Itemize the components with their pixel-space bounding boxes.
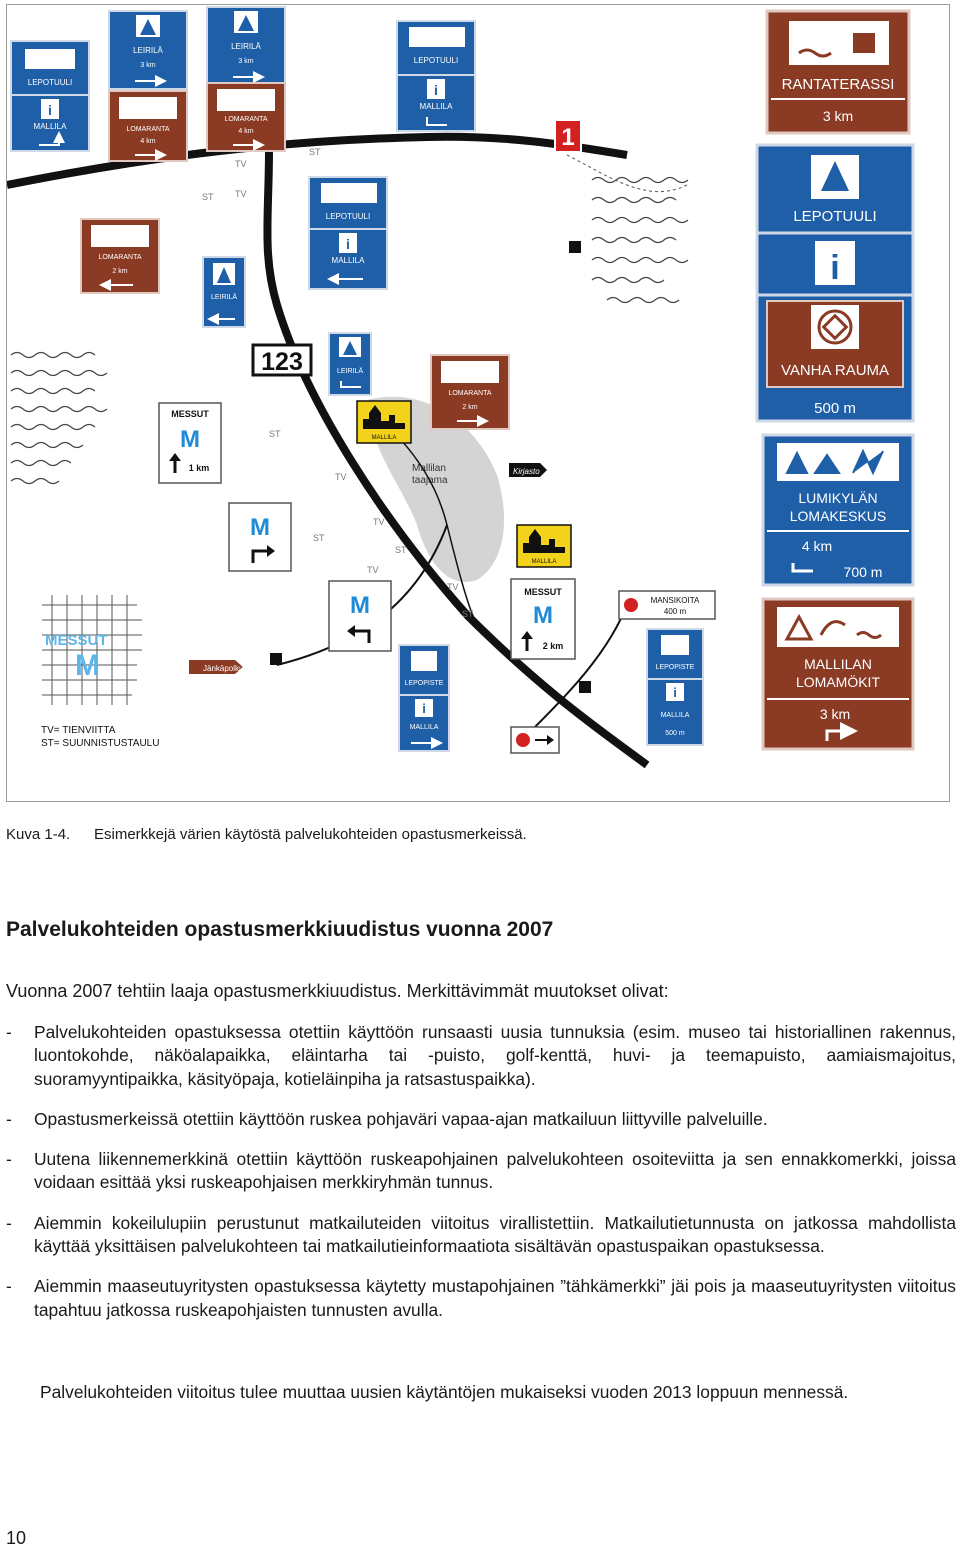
sign-strawberry-arrow [511, 727, 559, 753]
page-number: 10 [6, 1528, 27, 1548]
svg-text:700 m: 700 m [843, 564, 883, 580]
svg-text:LOMARANTA: LOMARANTA [98, 254, 142, 261]
list-item-text: Opastusmerkeissä otettiin käyttöön ruskea pohjaväri vapaa-ajan matkailuun liittyville palveluille. [34, 1108, 768, 1129]
svg-text:3 km: 3 km [140, 62, 156, 69]
caption-label: Kuva 1-4. [6, 826, 71, 843]
svg-text:400 m: 400 m [663, 607, 687, 616]
svg-text:MALLILA: MALLILA [371, 435, 397, 441]
svg-text:i: i [673, 685, 677, 700]
sign-messut-turn [229, 503, 291, 571]
town-label-2: taajama [412, 475, 448, 486]
sign-stack-lepotuuli-mallila-n [397, 21, 475, 131]
svg-text:1 km: 1 km [188, 463, 210, 473]
svg-text:MALLILA: MALLILA [331, 256, 365, 265]
svg-text:MANSIKOITA: MANSIKOITA [650, 596, 700, 605]
svg-text:LEPOPISTE: LEPOPISTE [655, 664, 695, 671]
svg-text:3 km: 3 km [238, 58, 254, 65]
svg-text:LEPOTUULI: LEPOTUULI [325, 212, 371, 221]
svg-text:LEIRILÄ: LEIRILÄ [210, 294, 238, 301]
map-marker [270, 653, 282, 665]
svg-text:LOMARANTA: LOMARANTA [224, 116, 268, 123]
svg-text:LEPOPISTE: LEPOPISTE [404, 680, 444, 687]
list-item [6, 1148, 956, 1195]
sign-stack-lepotuuli-mallila-nw [11, 41, 89, 151]
svg-text:4 km: 4 km [238, 128, 254, 135]
closing-paragraph: Palvelukohteiden viitoitus tulee muuttaa uusien käytäntöjen mukaiseksi vuoden 2013 loppuun mennessä. [40, 1382, 849, 1402]
sign-stack-leirila-lomaranta-2 [207, 7, 285, 151]
sign-stack-lepopiste-mallila-s [399, 645, 449, 751]
list-item-text: Uutena liikennemerkkinä otettiin käyttöön ruskeapohjainen palvelukohteen osoiteviitta ja sen ennakkomerkki, joissa voidaan esittää yksi ruskeapohjaisen merkkiryhmän tunnus. [34, 1149, 956, 1193]
svg-text:MESSUT: MESSUT [524, 587, 562, 597]
list-marker: - [6, 1022, 12, 1042]
svg-text:MALLILA: MALLILA [419, 102, 453, 111]
list-item [6, 1212, 956, 1259]
road-number-123-sign [253, 345, 311, 376]
sign-mansikoita [619, 591, 715, 619]
map-label-tv: TV [235, 159, 247, 169]
svg-text:4 km: 4 km [140, 138, 156, 145]
svg-text:LEPOTUULI: LEPOTUULI [27, 78, 73, 87]
sign-messut-left [329, 581, 391, 651]
svg-text:Jänkäpolku: Jänkäpolku [203, 664, 244, 673]
list-marker: - [6, 1149, 12, 1170]
svg-text:M: M [350, 592, 370, 619]
fairground-label: MESSUT [45, 632, 108, 649]
svg-text:LOMARANTA: LOMARANTA [126, 126, 170, 133]
list-item [6, 1108, 956, 1131]
svg-text:M: M [250, 514, 270, 541]
caption-text: Esimerkkejä värien käytöstä palvelukohteiden opastusmerkeissä. [94, 826, 527, 843]
svg-text:3 km: 3 km [819, 706, 851, 722]
svg-text:123: 123 [261, 348, 303, 376]
map-label-st: ST [202, 192, 214, 202]
signage-figure [6, 4, 950, 802]
map-marker [579, 681, 591, 693]
legend-tv: TV= TIENVIITTA [41, 725, 116, 736]
svg-text:LOMAKESKUS: LOMAKESKUS [789, 508, 887, 524]
list-marker: - [6, 1108, 12, 1129]
svg-text:2 km: 2 km [462, 404, 478, 411]
svg-text:MESSUT: MESSUT [171, 409, 209, 419]
town-sign-mallila-1 [357, 401, 411, 443]
svg-text:LUMIKYLÄN: LUMIKYLÄN [798, 490, 878, 506]
legend-st: ST= SUUNNISTUSTAULU [41, 738, 160, 749]
town-label-1: Mallilan [412, 463, 446, 474]
svg-text:i: i [48, 102, 52, 118]
sign-lomaranta-west [81, 219, 159, 293]
svg-text:LEPOTUULI: LEPOTUULI [793, 208, 877, 225]
map-label-st: ST [309, 147, 321, 157]
fairground-m-symbol: M [75, 649, 100, 682]
sign-stack-lepotuuli-mallila-mid [309, 177, 387, 289]
kirjasto-sign [509, 463, 547, 477]
svg-text:500 m: 500 m [814, 400, 856, 417]
map-label-tv: TV [367, 565, 379, 575]
svg-text:MALLILA: MALLILA [33, 122, 67, 131]
map-label-tv: TV [335, 472, 347, 482]
svg-text:M: M [533, 602, 553, 629]
sign-mallilan-lomamokit [763, 599, 913, 749]
map-label-tv: TV [373, 517, 385, 527]
intro-paragraph: Vuonna 2007 tehtiin laaja opastusmerkkiuudistus. Merkittävimmät muutokset olivat: [6, 981, 669, 1001]
svg-text:VANHA RAUMA: VANHA RAUMA [780, 362, 890, 379]
sign-messut-2km [511, 579, 575, 659]
water-area-west [11, 353, 107, 484]
map-label-st: ST [313, 533, 325, 543]
svg-text:M: M [180, 426, 200, 453]
svg-text:LOMAMÖKIT: LOMAMÖKIT [795, 674, 881, 690]
map-label-tv: TV [235, 189, 247, 199]
list-marker: - [6, 1276, 12, 1297]
sign-messut-1km [159, 403, 221, 483]
map-label-tv: TV [447, 582, 459, 592]
sign-vanha-rauma [757, 295, 913, 421]
list-item-text: Palvelukohteiden opastuksessa otettiin käyttöön runsaasti uusia tunnuksia (esim. museo tai historiallinen rakennus, luontokohde, näköalapaikka, eläintarha tai -puisto, golf-kenttä, huvi- ja teemapuisto, aamiaismajoitus, suoramyyntipaikka, käsityöpaja, kotieläinpiha ja ratsastuspaikka). [34, 1022, 956, 1089]
map-label-st: ST [269, 429, 281, 439]
svg-text:MALLILAN: MALLILAN [804, 656, 872, 672]
list-item-text: Aiemmin kokeilulupiin perustunut matkailuteiden viitoitus virallistettiin. Matkailutietunnusta on jatkossa mahdollista käyttää yksittäisen palvelukohteen tai matkailutieinformaatiota sisältävän opastuspaikan opastuksessa. [34, 1212, 956, 1257]
svg-text:4 km: 4 km [801, 538, 833, 554]
svg-text:i: i [434, 82, 438, 98]
road-number-1-sign [555, 120, 581, 152]
sign-leirila-center [329, 333, 371, 395]
map-label-st: ST [462, 609, 474, 619]
svg-text:Kirjasto: Kirjasto [513, 467, 540, 476]
road-east-dotted [567, 155, 687, 192]
jankapolku-sign [189, 660, 243, 674]
svg-text:i: i [422, 701, 426, 716]
list-marker: - [6, 1212, 12, 1233]
sign-info-large [757, 233, 913, 295]
list-item [6, 1021, 956, 1091]
water-area-east [592, 178, 688, 303]
svg-text:i: i [346, 236, 350, 252]
svg-text:MALLILA: MALLILA [531, 559, 557, 565]
svg-text:1: 1 [561, 124, 575, 151]
svg-text:500 m: 500 m [665, 730, 685, 737]
sign-stack-leirila-lomaranta-1 [109, 11, 187, 161]
svg-text:2 km: 2 km [112, 268, 128, 275]
list-item-text: Aiemmin maaseutuyritysten opastuksessa käytetty mustapohjainen ”tähkämerkki” jäi pois ja maaseutuyritysten viitoitus tapahtuu jatkossa ruskeapohjaisten tunnusten avulla. [34, 1276, 956, 1320]
sign-leirila-west [203, 257, 245, 327]
town-sign-mallila-2 [517, 525, 571, 567]
signage-map [7, 5, 950, 802]
svg-text:LEIRILÄ: LEIRILÄ [231, 42, 261, 51]
sign-stack-lepopiste-mallila-se [647, 629, 703, 745]
svg-text:LEIRILÄ: LEIRILÄ [133, 46, 163, 55]
sign-lumikylan-lomakeskus [763, 435, 913, 585]
svg-text:LEIRILÄ: LEIRILÄ [336, 368, 364, 375]
svg-text:MALLILA: MALLILA [409, 724, 439, 731]
sign-lepotuuli-large [757, 145, 913, 233]
list-item [6, 1275, 956, 1322]
svg-text:i: i [830, 249, 840, 287]
section-heading: Palvelukohteiden opastusmerkkiuudistus vuonna 2007 [6, 918, 554, 941]
svg-text:2 km: 2 km [542, 641, 564, 651]
sign-rantaterassi [767, 11, 909, 133]
changes-list [6, 1021, 956, 1339]
figure-caption [6, 826, 527, 843]
svg-text:LEPOTUULI: LEPOTUULI [413, 56, 459, 65]
svg-text:LOMARANTA: LOMARANTA [448, 390, 492, 397]
svg-text:RANTATERASSI: RANTATERASSI [781, 76, 895, 93]
svg-text:MALLILA: MALLILA [660, 712, 690, 719]
svg-text:3 km: 3 km [822, 108, 854, 124]
map-label-st: ST [395, 545, 407, 555]
sign-lomaranta-center [431, 355, 509, 429]
map-marker [569, 241, 581, 253]
